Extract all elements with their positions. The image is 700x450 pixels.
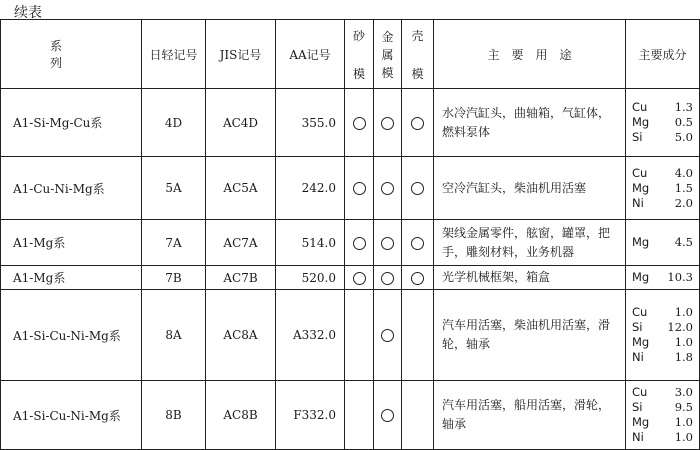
sand-mold-cell — [345, 290, 374, 381]
table-row — [1, 220, 700, 266]
table-row — [1, 266, 700, 290]
element-value: 10.3 — [667, 270, 693, 284]
element-value: 2.0 — [674, 195, 693, 210]
circle-mark-icon — [381, 409, 394, 422]
element-symbol: Si — [632, 130, 643, 144]
jis-no-cell: AC4D — [206, 89, 276, 157]
series-cell: A1-Si-Mg-Cu系 — [1, 89, 142, 157]
composition-item — [632, 166, 693, 181]
composition-item — [632, 196, 693, 211]
element-symbol: Mg — [632, 415, 650, 429]
metal-mold-cell — [374, 290, 402, 381]
aa-no-cell: 514.0 — [276, 220, 345, 266]
composition-item — [632, 100, 693, 115]
jis-no-cell: AC7B — [206, 266, 276, 290]
circle-mark-icon — [411, 182, 424, 195]
element-value: 4.0 — [674, 165, 693, 180]
composition-item — [632, 115, 693, 130]
composition-item — [632, 350, 693, 365]
circle-mark-icon — [381, 329, 394, 342]
metal-mold-cell — [374, 381, 402, 450]
circle-mark-icon — [353, 272, 366, 285]
element-symbol: Mg — [632, 115, 650, 129]
element-value: 1.8 — [674, 350, 693, 364]
sand-mold-cell — [345, 89, 374, 157]
circle-mark-icon — [353, 117, 366, 130]
shell-mold-cell — [402, 266, 434, 290]
composition-item — [632, 130, 693, 145]
table-row — [1, 89, 700, 157]
composition-item — [632, 430, 693, 445]
element-value: 0.5 — [674, 115, 693, 129]
element-value: 9.5 — [674, 400, 693, 414]
element-value: 12.0 — [667, 320, 693, 334]
element-value: 1.5 — [674, 180, 693, 195]
element-symbol: Mg — [632, 270, 650, 284]
japan-no-cell: 7A — [142, 220, 206, 266]
element-symbol: Si — [632, 400, 643, 414]
element-symbol: Cu — [632, 385, 648, 399]
use-cell: 汽车用活塞，船用活塞，滑轮，轴承 — [434, 381, 626, 450]
table-row — [1, 381, 700, 450]
aa-no-cell: 242.0 — [276, 157, 345, 220]
element-symbol: Ni — [632, 195, 644, 210]
use-cell: 架线金属零件，舷窗，罐罩，把手，雕刻材料，业务机器 — [434, 220, 626, 266]
series-cell: A1-Cu-Ni-Mg系 — [1, 157, 142, 220]
element-value: 4.5 — [674, 235, 693, 249]
header-jis-no: JIS记号 — [206, 20, 276, 89]
series-cell: A1-Mg系 — [1, 266, 142, 290]
sand-mold-cell — [345, 266, 374, 290]
use-cell: 水冷汽缸头，曲轴箱，气缸体，燃料泵体 — [434, 89, 626, 157]
element-symbol: Mg — [632, 235, 650, 249]
header-sand-mold: 砂 模 — [345, 20, 374, 89]
composition-cell — [626, 381, 700, 450]
jis-no-cell: AC8A — [206, 290, 276, 381]
metal-mold-cell — [374, 89, 402, 157]
composition-cell — [626, 290, 700, 381]
composition-item — [632, 385, 693, 400]
circle-mark-icon — [381, 117, 394, 130]
header-japan-no: 日轻记号 — [142, 20, 206, 89]
use-cell: 汽车用活塞，柴油机用活塞，滑轮，轴承 — [434, 290, 626, 381]
circle-mark-icon — [353, 237, 366, 250]
aa-no-cell: 520.0 — [276, 266, 345, 290]
series-cell: A1-Mg系 — [1, 220, 142, 266]
circle-mark-icon — [411, 272, 424, 285]
composition-cell — [626, 157, 700, 220]
sand-mold-cell — [345, 381, 374, 450]
series-cell: A1-Si-Cu-Ni-Mg系 — [1, 290, 142, 381]
sand-mold-cell — [345, 220, 374, 266]
circle-mark-icon — [353, 182, 366, 195]
japan-no-cell: 5A — [142, 157, 206, 220]
composition-item — [632, 270, 693, 285]
jis-no-cell: AC5A — [206, 157, 276, 220]
shell-mold-cell — [402, 220, 434, 266]
alloy-table — [0, 19, 700, 450]
shell-mold-cell — [402, 290, 434, 381]
aa-no-cell: F332.0 — [276, 381, 345, 450]
circle-mark-icon — [381, 182, 394, 195]
element-symbol: Mg — [632, 180, 650, 195]
japan-no-cell: 8A — [142, 290, 206, 381]
circle-mark-icon — [381, 272, 394, 285]
composition-item — [632, 235, 693, 250]
element-value: 3.0 — [674, 385, 693, 399]
sand-mold-cell — [345, 157, 374, 220]
header-use: 主 要 用 途 — [434, 20, 626, 89]
series-cell: A1-Si-Cu-Ni-Mg系 — [1, 381, 142, 450]
aa-no-cell: A332.0 — [276, 290, 345, 381]
element-symbol: Ni — [632, 430, 644, 444]
composition-item — [632, 305, 693, 320]
metal-mold-cell — [374, 157, 402, 220]
header-metal-mold: 金 属 模 — [374, 20, 402, 89]
aa-no-cell: 355.0 — [276, 89, 345, 157]
shell-mold-cell — [402, 89, 434, 157]
element-value: 1.0 — [674, 305, 693, 319]
japan-no-cell: 8B — [142, 381, 206, 450]
element-value: 1.0 — [674, 335, 693, 349]
japan-no-cell: 7B — [142, 266, 206, 290]
element-value: 1.3 — [674, 100, 693, 114]
element-symbol: Cu — [632, 305, 648, 319]
element-value: 1.0 — [674, 415, 693, 429]
metal-mold-cell — [374, 220, 402, 266]
use-cell: 光学机械框架，箱盒 — [434, 266, 626, 290]
circle-mark-icon — [381, 237, 394, 250]
composition-item — [632, 320, 693, 335]
composition-cell — [626, 89, 700, 157]
composition-item — [632, 415, 693, 430]
jis-no-cell: AC8B — [206, 381, 276, 450]
element-symbol: Cu — [632, 100, 648, 114]
composition-item — [632, 181, 693, 196]
shell-mold-cell — [402, 381, 434, 450]
composition-item — [632, 400, 693, 415]
table-row — [1, 290, 700, 381]
metal-mold-cell — [374, 266, 402, 290]
header-shell-mold: 壳 模 — [402, 20, 434, 89]
header-aa-no: AA记号 — [276, 20, 345, 89]
table-row — [1, 157, 700, 220]
header-composition: 主要成分 — [626, 20, 700, 89]
composition-cell — [626, 266, 700, 290]
element-symbol: Si — [632, 320, 643, 334]
circle-mark-icon — [411, 117, 424, 130]
jis-no-cell: AC7A — [206, 220, 276, 266]
header-row — [1, 20, 700, 89]
element-symbol: Mg — [632, 335, 650, 349]
use-cell: 空冷汽缸头，柴油机用活塞 — [434, 157, 626, 220]
element-value: 1.0 — [674, 430, 693, 444]
header-series: 系 列 — [1, 20, 142, 89]
element-symbol: Ni — [632, 350, 644, 364]
element-value: 5.0 — [674, 130, 693, 144]
composition-cell — [626, 220, 700, 266]
table-caption: 续表 — [14, 5, 42, 21]
composition-item — [632, 335, 693, 350]
japan-no-cell: 4D — [142, 89, 206, 157]
shell-mold-cell — [402, 157, 434, 220]
element-symbol: Cu — [632, 165, 648, 180]
circle-mark-icon — [411, 237, 424, 250]
